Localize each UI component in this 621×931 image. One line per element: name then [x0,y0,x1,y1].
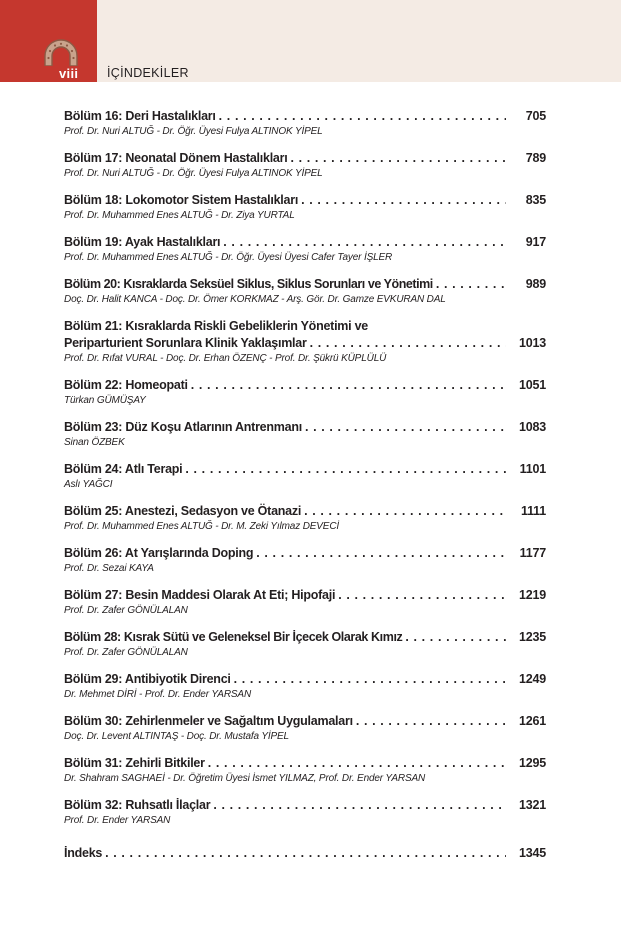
chapter-authors: Dr. Shahram SAGHAEİ - Dr. Öğretim Üyesi İsmet YILMAZ, Prof. Dr. Ender YARSAN [64,773,426,784]
dot-leader [302,419,506,436]
toc-entry[interactable] [64,503,546,534]
chapter-page: 1083 [518,420,546,434]
chapter-authors: Doç. Dr. Levent ALTINTAŞ - Doç. Dr. Mustafa YİPEL [64,731,289,742]
chapter-page: 789 [525,151,546,165]
chapter-title: Periparturient Sorunlara Klinik Yaklaşımlar [64,336,307,350]
chapter-authors: Prof. Dr. Muhammed Enes ALTUĞ - Dr. Öğr. Üyesi Üyesi Cafer Tayer İŞLER [64,252,393,263]
toc-entry[interactable] [64,587,546,618]
chapter-authors: Prof. Dr. Rıfat VURAL - Doç. Dr. Erhan ÖZENÇ - Prof. Dr. Şükrü KÜPLÜLÜ [64,353,387,364]
dot-leader [220,234,506,251]
toc-entry[interactable] [64,318,546,366]
section-title: İÇİNDEKİLER [107,66,189,80]
toc-entry[interactable] [64,545,546,576]
toc-entry[interactable] [64,419,546,450]
chapter-page: 1177 [519,546,546,560]
chapter-page: 1235 [518,630,546,644]
chapter-title-line1: Bölüm 21: Kısraklarda Riskli Gebeliklerin Yönetimi ve [64,319,369,333]
chapter-authors: Aslı YAĞCI [64,479,113,490]
chapter-title: Bölüm 24: Atlı Terapi [64,462,183,476]
chapter-title: Bölüm 22: Homeopati [64,378,188,392]
dot-leader [102,845,506,862]
dot-leader [402,629,506,646]
chapter-page: 1249 [518,672,546,686]
toc-entry[interactable] [64,797,546,828]
chapter-authors: Prof. Dr. Sezai KAYA [64,563,154,574]
toc-entry[interactable] [64,150,546,181]
dot-leader [335,587,506,604]
toc-entry[interactable] [64,276,546,307]
chapter-title: Bölüm 19: Ayak Hastalıkları [64,235,221,249]
dot-leader [433,276,506,293]
index-title: İndeks [64,846,103,860]
chapter-title: Bölüm 23: Düz Koşu Atlarının Antrenmanı [64,420,302,434]
page-number: viii [59,66,79,81]
chapter-authors: Türkan GÜMÜŞAY [64,395,146,406]
index-page: 1345 [518,846,546,860]
dot-leader [188,377,506,394]
dot-leader [253,545,506,562]
chapter-page: 1111 [521,504,546,518]
chapter-title: Bölüm 29: Antibiyotik Direnci [64,672,231,686]
chapter-title: Bölüm 18: Lokomotor Sistem Hastalıkları [64,193,299,207]
chapter-page: 1101 [519,462,546,476]
chapter-authors: Prof. Dr. Ender YARSAN [64,815,171,826]
dot-leader [307,335,506,352]
dot-leader [298,192,506,209]
chapter-page: 917 [525,235,546,249]
dot-leader [231,671,506,688]
toc-entry[interactable] [64,671,546,702]
chapter-page: 1013 [518,336,546,350]
toc-entry[interactable] [64,377,546,408]
dot-leader [287,150,506,167]
chapter-page: 1321 [518,798,546,812]
chapter-authors: Prof. Dr. Nuri ALTUĞ - Dr. Öğr. Üyesi Fulya ALTINOK YİPEL [64,126,323,137]
toc-entry[interactable] [64,234,546,265]
chapter-authors: Sinan ÖZBEK [64,437,125,448]
toc-entry[interactable] [64,713,546,744]
chapter-page: 835 [525,193,546,207]
chapter-title: Bölüm 26: At Yarışlarında Doping [64,546,254,560]
chapter-authors: Prof. Dr. Muhammed Enes ALTUĞ - Dr. M. Zeki Yılmaz DEVECİ [64,521,340,532]
chapter-title: Bölüm 17: Neonatal Dönem Hastalıkları [64,151,288,165]
toc-entry[interactable] [64,108,546,139]
dot-leader [301,503,506,520]
chapter-title: Bölüm 31: Zehirli Bitkiler [64,756,205,770]
toc-entry[interactable] [64,192,546,223]
chapter-page: 989 [525,277,546,291]
chapter-authors: Prof. Dr. Zafer GÖNÜLALAN [64,605,188,616]
chapter-title: Bölüm 32: Ruhsatlı İlaçlar [64,798,211,812]
chapter-page: 1219 [518,588,546,602]
chapter-authors: Prof. Dr. Muhammed Enes ALTUĞ - Dr. Ziya YURTAL [64,210,295,221]
dot-leader [216,108,506,125]
dot-leader [353,713,506,730]
chapter-page: 1261 [518,714,546,728]
chapter-title: Bölüm 27: Besin Maddesi Olarak At Eti; Hipofaji [64,588,336,602]
toc-entry[interactable] [64,461,546,492]
chapter-title: Bölüm 16: Deri Hastalıkları [64,109,216,123]
chapter-title: Bölüm 20: Kısraklarda Seksüel Siklus, Siklus Sorunları ve Yönetimi [64,277,433,291]
chapter-title: Bölüm 28: Kısrak Sütü ve Geleneksel Bir İçecek Olarak Kımız [64,630,403,644]
dot-leader [205,755,506,772]
chapter-authors: Prof. Dr. Zafer GÖNÜLALAN [64,647,188,658]
chapter-authors: Doç. Dr. Halit KANCA - Doç. Dr. Ömer KORKMAZ - Arş. Gör. Dr. Gamze EVKURAN DAL [64,294,446,305]
toc-entry[interactable] [64,755,546,786]
chapter-page: 705 [525,109,546,123]
dot-leader [210,797,506,814]
chapter-page: 1051 [518,378,546,392]
toc-entry[interactable] [64,629,546,660]
horseshoe-icon [39,36,83,66]
chapter-page: 1295 [518,756,546,770]
chapter-authors: Prof. Dr. Nuri ALTUĞ - Dr. Öğr. Üyesi Fulya ALTINOK YİPEL [64,168,323,179]
toc-entry-index[interactable] [64,845,546,862]
dot-leader [182,461,506,478]
chapter-authors: Dr. Mehmet DİRİ - Prof. Dr. Ender YARSAN [64,689,252,700]
chapter-title: Bölüm 30: Zehirlenmeler ve Sağaltım Uygulamaları [64,714,353,728]
chapter-title: Bölüm 25: Anestezi, Sedasyon ve Ötanazi [64,504,302,518]
